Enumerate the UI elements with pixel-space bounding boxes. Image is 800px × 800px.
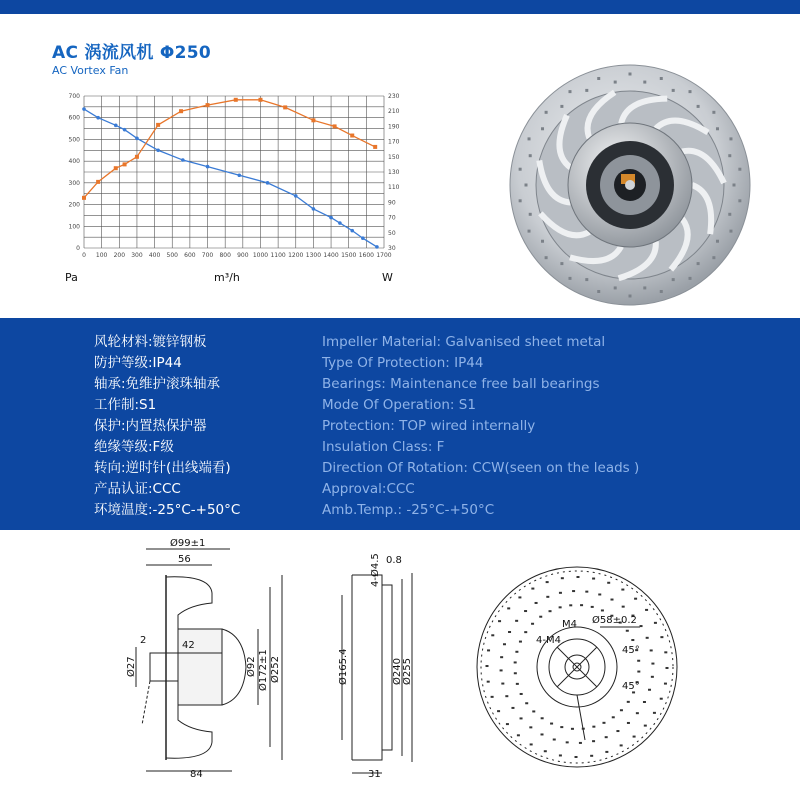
pressure-point — [96, 116, 100, 120]
blade-mark — [653, 712, 656, 714]
dim-thread-count: 4-M4 — [536, 635, 561, 646]
blade-mark — [585, 591, 588, 593]
rivet — [545, 256, 548, 259]
blade-mark — [559, 606, 562, 608]
spec-cn-temperature: 环境温度:-25°C-+50°C — [94, 502, 241, 518]
dim-mount-holes: 4-Ø4.5 — [370, 553, 381, 587]
pressure-point — [114, 124, 118, 128]
page-subtitle: AC Vortex Fan — [52, 64, 129, 77]
pressure-point — [329, 216, 333, 220]
rivet — [528, 137, 531, 140]
dim-flange-outer: Ø255 — [402, 658, 413, 685]
blade-mark — [591, 606, 594, 608]
blade-mark — [541, 717, 544, 719]
blade-mark — [644, 725, 647, 727]
x-tick-label: 0 — [82, 252, 86, 259]
y-right-tick-label: 70 — [388, 214, 396, 222]
left-axis-ticks — [69, 93, 81, 252]
blade-mark — [486, 665, 489, 667]
y-right-tick-label: 210 — [388, 108, 400, 116]
blade-mark — [592, 726, 595, 728]
y-left-tick-label: 500 — [68, 136, 80, 144]
blade-mark — [514, 672, 517, 674]
dim-hub-diameter: Ø172±1 — [258, 649, 269, 691]
blade-mark — [553, 739, 556, 741]
blade-mark — [590, 755, 593, 757]
blade-mark — [491, 696, 494, 698]
pressure-point — [156, 148, 160, 152]
rivet — [643, 81, 646, 84]
chart-grid — [84, 96, 384, 248]
spec-cn-operation: 工作制:S1 — [94, 397, 157, 413]
blade-mark — [532, 710, 535, 712]
blade-mark — [665, 667, 668, 669]
blade-mark — [651, 676, 654, 678]
blade-mark — [660, 698, 663, 700]
spec-en-material: Impeller Material: Galvanised sheet metal — [322, 334, 606, 350]
pressure-point — [312, 207, 316, 211]
dim-section-depth: 31 — [368, 769, 381, 780]
pressure-point — [294, 194, 298, 198]
rivet — [568, 277, 571, 280]
x-tick-label: 1100 — [270, 252, 286, 259]
blade-mark — [621, 589, 624, 591]
dim-outlet-diameter: Ø99±1 — [170, 538, 206, 549]
y-left-tick-label: 300 — [68, 179, 80, 187]
blade-mark — [627, 701, 630, 703]
y-left-tick-label: 400 — [68, 158, 80, 166]
power-point — [234, 98, 238, 102]
blade-mark — [508, 631, 511, 633]
x-tick-label: 800 — [219, 252, 231, 259]
power-point — [350, 134, 354, 138]
rivet — [712, 111, 715, 114]
blade-mark — [622, 606, 625, 608]
dim-motor-length: 42 — [182, 640, 195, 651]
blade-mark — [634, 598, 637, 600]
power-point — [283, 105, 287, 109]
spec-en-protection-type: Type Of Protection: IP44 — [322, 355, 484, 371]
blade-mark — [650, 649, 653, 651]
rivet — [614, 286, 617, 289]
rivet — [560, 105, 563, 108]
x-tick-label: 1400 — [323, 252, 339, 259]
rivet — [541, 127, 544, 130]
spec-cn-material: 风轮材料:镀锌钢板 — [94, 334, 207, 350]
power-point — [123, 162, 127, 166]
y-right-tick-label: 190 — [388, 123, 400, 131]
power-point — [179, 109, 183, 113]
blade-mark — [601, 609, 604, 611]
spec-en-rotation: Direction Of Rotation: CCW(seen on the leads ) — [322, 460, 640, 476]
blade-mark — [571, 728, 574, 730]
y-left-tick-label: 600 — [68, 114, 80, 122]
power-point — [311, 118, 315, 122]
blade-mark — [511, 707, 514, 709]
rivet — [729, 137, 732, 140]
blade-mark — [524, 631, 527, 633]
blade-mark — [592, 740, 595, 742]
blade-mark — [575, 756, 578, 758]
rivet — [728, 213, 731, 216]
rivet — [529, 213, 532, 216]
spec-cn-protection-type: 防护等级:IP44 — [94, 355, 182, 371]
spec-cn-approval: 产品认证:CCC — [94, 481, 181, 497]
x-tick-label: 1000 — [252, 252, 269, 259]
dim-flange-inner: Ø240 — [392, 658, 403, 685]
blade-mark — [620, 744, 623, 746]
blade-mark — [518, 596, 521, 598]
blade-mark — [525, 702, 528, 704]
y-right-tick-label: 130 — [388, 169, 400, 176]
dim-angle-upper: 45° — [622, 645, 640, 656]
rivet — [660, 290, 663, 293]
pressure-point — [361, 236, 365, 240]
y-right-tick-label: 150 — [388, 153, 400, 161]
pressure-point — [206, 165, 210, 169]
x-tick-label: 100 — [95, 252, 108, 259]
blade-mark — [531, 588, 534, 590]
rivet — [525, 184, 528, 187]
spec-en-bearings: Bearings: Maintenance free ball bearings — [322, 376, 600, 392]
rivet — [519, 168, 522, 171]
blade-mark — [515, 620, 518, 622]
rivet — [697, 105, 700, 108]
spec-panel — [0, 318, 800, 530]
power-point — [333, 124, 337, 128]
blade-mark — [550, 723, 553, 725]
y-left-axis-label: Pa — [65, 271, 78, 284]
blade-mark — [561, 577, 564, 579]
performance-chart — [48, 86, 408, 286]
pressure-point — [82, 107, 86, 111]
blade-mark — [487, 681, 490, 683]
x-tick-label: 1500 — [341, 252, 357, 259]
dim-inlet-offset: 56 — [178, 554, 191, 565]
dim-hub-circle: Ø58±0.2 — [592, 615, 637, 626]
blade-mark — [519, 641, 522, 643]
y-right-tick-label: 50 — [388, 229, 396, 237]
rivet — [716, 127, 719, 130]
rivet — [560, 262, 563, 265]
x-tick-label: 1700 — [376, 252, 392, 259]
blade-mark — [612, 716, 615, 718]
rivet — [672, 89, 675, 92]
blade-mark — [516, 683, 519, 685]
rivet — [660, 77, 663, 80]
page-title: AC 涡流风机 Φ250 — [52, 43, 212, 63]
blade-mark — [520, 717, 523, 719]
power-point — [373, 145, 377, 149]
power-point — [206, 103, 210, 107]
pressure-point — [123, 128, 127, 132]
power-point — [156, 123, 160, 127]
pressure-point — [237, 173, 241, 177]
blade-mark — [640, 625, 643, 627]
blade-mark — [633, 736, 636, 738]
blade-mark — [605, 736, 608, 738]
rivet — [528, 230, 531, 233]
pressure-point — [350, 229, 354, 233]
top-banner — [0, 0, 800, 14]
pressure-point — [135, 137, 139, 141]
blade-mark — [560, 726, 563, 728]
rivet — [697, 262, 700, 265]
blade-mark — [520, 693, 523, 695]
blade-mark — [637, 671, 640, 673]
rivet — [614, 81, 617, 84]
blade-mark — [646, 637, 649, 639]
spec-en-temperature: Amb.Temp.: -25°C-+50°C — [322, 502, 495, 518]
y-right-tick-label: 230 — [388, 93, 400, 100]
y-left-tick-label: 200 — [68, 201, 80, 209]
x-tick-label: 1300 — [305, 252, 322, 259]
rivet — [689, 90, 692, 93]
rivet — [519, 199, 522, 202]
blade-mark — [546, 596, 549, 598]
rivet — [728, 154, 731, 157]
blade-mark — [636, 712, 639, 714]
blade-mark — [626, 630, 629, 632]
blade-mark — [530, 743, 533, 745]
blade-mark — [507, 607, 510, 609]
power-point — [82, 196, 86, 200]
blade-mark — [531, 623, 534, 625]
blade-mark — [529, 726, 532, 728]
fan-photo — [505, 60, 755, 310]
front-view-drawing — [477, 567, 677, 767]
blade-mark — [515, 651, 518, 653]
y-right-tick-label: 30 — [388, 245, 396, 252]
blade-mark — [503, 643, 506, 645]
blade-mark — [569, 604, 572, 606]
y-left-tick-label: 700 — [68, 93, 80, 100]
rivet — [597, 77, 600, 80]
blade-mark — [514, 661, 517, 663]
blade-mark — [648, 689, 651, 691]
blade-mark — [539, 616, 542, 618]
rivet — [541, 240, 544, 243]
blade-mark — [620, 709, 623, 711]
blade-mark — [651, 663, 654, 665]
dim-bolt-circle: Ø165.4 — [338, 648, 349, 685]
blade-mark — [491, 634, 494, 636]
spec-en-insulation: Insulation Class: F — [322, 439, 445, 455]
blade-mark — [559, 754, 562, 756]
blade-mark — [524, 610, 527, 612]
blade-mark — [517, 734, 520, 736]
blade-mark — [664, 651, 667, 653]
blade-mark — [616, 730, 619, 732]
x-tick-label: 600 — [184, 252, 196, 259]
rivet — [729, 230, 732, 233]
spec-cn-thermal-protection: 保护:内置热保护器 — [94, 418, 207, 434]
blade-mark — [559, 592, 562, 594]
dim-motor-diameter: Ø92 — [246, 656, 257, 677]
spec-en-operation: Mode Of Operation: S1 — [322, 397, 476, 413]
y-left-tick-label: 100 — [68, 223, 80, 231]
blade-mark — [497, 710, 500, 712]
pressure-point — [375, 245, 379, 249]
dim-total-height: 84 — [190, 769, 203, 780]
rivet — [733, 184, 736, 187]
dim-plate-thickness: 0.8 — [386, 555, 402, 566]
blade-mark — [506, 723, 509, 725]
dim-angle-lower: 45° — [622, 681, 640, 692]
blade-mark — [487, 649, 490, 651]
blade-mark — [498, 620, 501, 622]
y-right-tick-label: 110 — [388, 184, 400, 192]
blade-mark — [546, 581, 549, 583]
power-point — [135, 155, 139, 159]
rivet — [643, 286, 646, 289]
blade-mark — [654, 622, 657, 624]
rivet — [689, 277, 692, 280]
spec-en-approval: Approval:CCC — [322, 481, 415, 497]
rivet — [529, 154, 532, 157]
blade-mark — [602, 722, 605, 724]
blade-mark — [566, 741, 569, 743]
x-tick-label: 700 — [201, 252, 214, 259]
blade-mark — [549, 610, 552, 612]
blade-mark — [501, 683, 504, 685]
rivet — [585, 89, 588, 92]
rivet — [672, 278, 675, 281]
dim-shaft-diameter: Ø27 — [126, 656, 137, 677]
x-tick-label: 1200 — [288, 252, 304, 259]
power-point — [96, 180, 100, 184]
blade-mark — [576, 576, 579, 578]
y-right-tick-label: 90 — [388, 199, 396, 207]
x-tick-label: 300 — [131, 252, 143, 259]
blade-mark — [580, 604, 583, 606]
x-tick-label: 900 — [237, 252, 249, 259]
rivet — [716, 240, 719, 243]
rivet — [629, 73, 632, 76]
blade-mark — [605, 751, 608, 753]
blade-mark — [592, 578, 595, 580]
blade-mark — [643, 701, 646, 703]
pressure-point — [338, 221, 342, 225]
spec-en-thermal-protection: Protection: TOP wired internally — [322, 418, 536, 434]
blade-mark — [610, 599, 613, 601]
blade-mark — [645, 609, 648, 611]
x-tick-label: 200 — [113, 252, 126, 259]
spec-cn-rotation: 转向:逆时针(出线端看) — [94, 460, 231, 476]
y-right-axis-label: W — [382, 271, 393, 284]
x-tick-label: 1600 — [358, 252, 374, 259]
rivet — [597, 290, 600, 293]
x-tick-label: 500 — [166, 252, 178, 259]
x-tick-label: 400 — [148, 252, 161, 259]
blade-mark — [505, 695, 508, 697]
blade-mark — [572, 590, 575, 592]
pressure-point — [181, 158, 185, 162]
blade-mark — [541, 733, 544, 735]
blade-mark — [637, 660, 640, 662]
x-axis-label: m³/h — [214, 271, 240, 284]
blade-mark — [627, 722, 630, 724]
blade-mark — [598, 593, 601, 595]
pressure-point — [266, 181, 270, 185]
rivet — [585, 278, 588, 281]
dim-outer-diameter: Ø252 — [270, 656, 281, 683]
rivet — [545, 111, 548, 114]
technical-drawings — [0, 535, 800, 800]
blade-mark — [579, 742, 582, 744]
y-right-tick-label: 170 — [388, 138, 400, 146]
blade-mark — [631, 639, 634, 641]
spec-cn-bearings: 轴承:免维护滚珠轴承 — [94, 376, 221, 392]
dim-thread-m4: M4 — [562, 619, 577, 630]
dim-flange-thickness: 2 — [140, 635, 147, 646]
power-point — [114, 166, 118, 170]
blade-mark — [664, 683, 667, 685]
blade-mark — [660, 636, 663, 638]
rivet — [568, 90, 571, 93]
rivet — [712, 256, 715, 259]
blade-mark — [535, 602, 538, 604]
power-point — [258, 98, 262, 102]
right-axis-ticks — [388, 93, 400, 252]
y-left-tick-label: 0 — [76, 245, 80, 252]
blade-mark — [607, 582, 610, 584]
spec-cn-insulation: 绝缘等级:F级 — [94, 439, 174, 455]
rivet — [738, 199, 741, 202]
blade-mark — [500, 656, 503, 658]
blade-mark — [582, 728, 585, 730]
rivet — [738, 168, 741, 171]
x-axis-ticks — [82, 252, 392, 259]
blade-mark — [500, 669, 503, 671]
blade-mark — [544, 750, 547, 752]
rivet — [629, 295, 632, 298]
